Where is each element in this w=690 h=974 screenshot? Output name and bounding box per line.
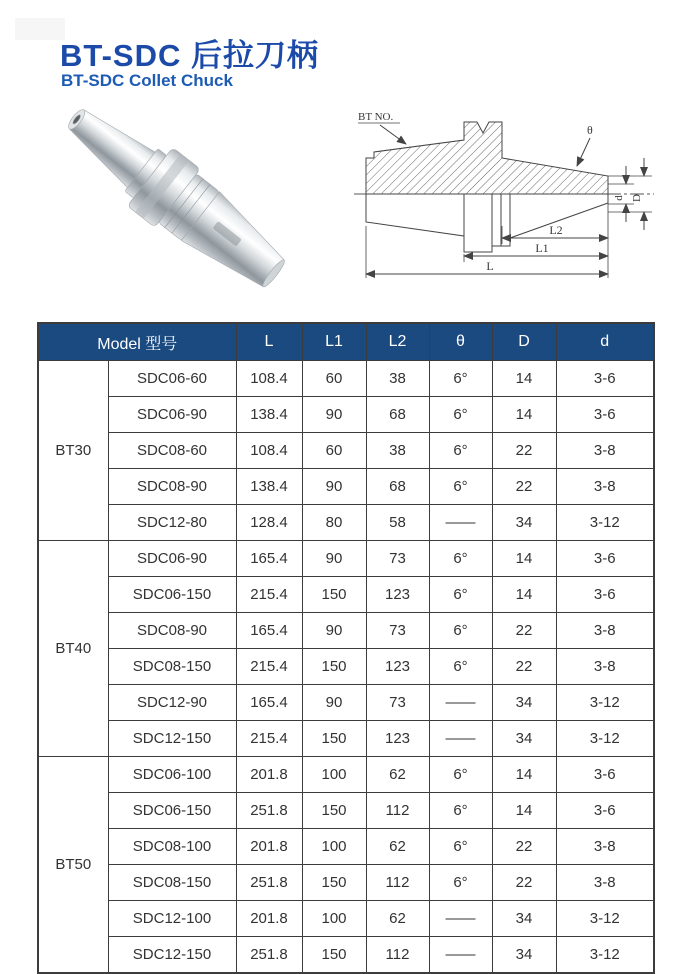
table-row xyxy=(38,577,654,613)
value-cell: 150 xyxy=(302,937,366,974)
value-cell: 165.4 xyxy=(236,541,302,577)
technical-drawing xyxy=(350,106,680,284)
value-cell: 100 xyxy=(302,901,366,937)
drawing-label-l1: L1 xyxy=(535,241,549,255)
value-cell: 58 xyxy=(366,505,429,541)
model-cell: SDC08-90 xyxy=(108,469,236,505)
value-cell: 3-6 xyxy=(556,397,654,433)
model-cell: SDC08-90 xyxy=(108,613,236,649)
value-cell: 90 xyxy=(302,541,366,577)
table-row xyxy=(38,829,654,865)
table-row xyxy=(38,793,654,829)
value-cell: 251.8 xyxy=(236,793,302,829)
value-cell: 6° xyxy=(429,829,492,865)
table-row xyxy=(38,505,654,541)
header-d-small: d xyxy=(556,323,654,361)
value-cell: 22 xyxy=(492,649,556,685)
collet-chuck-photo-art xyxy=(40,103,320,295)
value-cell: 150 xyxy=(302,793,366,829)
dimension-drawing xyxy=(350,106,680,284)
value-cell: 215.4 xyxy=(236,649,302,685)
value-cell: 22 xyxy=(492,829,556,865)
value-cell: 90 xyxy=(302,397,366,433)
value-cell: 3-8 xyxy=(556,865,654,901)
value-cell: 215.4 xyxy=(236,577,302,613)
value-cell: 6° xyxy=(429,361,492,397)
table-row xyxy=(38,937,654,974)
header-d-big: D xyxy=(492,323,556,361)
spec-table-head xyxy=(38,323,654,361)
value-cell: 6° xyxy=(429,865,492,901)
value-cell: 6° xyxy=(429,613,492,649)
value-cell: 60 xyxy=(302,361,366,397)
value-cell: 14 xyxy=(492,397,556,433)
value-cell: 108.4 xyxy=(236,361,302,397)
model-cell: SDC08-150 xyxy=(108,649,236,685)
value-cell: 3-6 xyxy=(556,757,654,793)
model-cell: SDC06-60 xyxy=(108,361,236,397)
drawing-label-d-small: d xyxy=(613,195,625,201)
table-row xyxy=(38,757,654,793)
value-cell: 6° xyxy=(429,757,492,793)
value-cell: 3-6 xyxy=(556,361,654,397)
value-cell: 3-12 xyxy=(556,505,654,541)
value-cell: 6° xyxy=(429,793,492,829)
header-row xyxy=(38,323,654,361)
value-cell: 90 xyxy=(302,469,366,505)
value-cell: 90 xyxy=(302,613,366,649)
value-cell: 123 xyxy=(366,577,429,613)
value-cell: 3-6 xyxy=(556,577,654,613)
value-cell: 215.4 xyxy=(236,721,302,757)
value-cell: 3-12 xyxy=(556,901,654,937)
value-cell: 3-8 xyxy=(556,829,654,865)
value-cell: 34 xyxy=(492,901,556,937)
value-cell: 112 xyxy=(366,865,429,901)
value-cell: —— xyxy=(429,937,492,974)
bt-group-cell: BT50 xyxy=(38,757,108,974)
model-cell: SDC12-150 xyxy=(108,937,236,974)
value-cell: 6° xyxy=(429,649,492,685)
value-cell: 3-8 xyxy=(556,649,654,685)
value-cell: 34 xyxy=(492,685,556,721)
model-cell: SDC06-150 xyxy=(108,577,236,613)
page-title: BT-SDC 后拉刀柄 xyxy=(60,38,319,73)
model-cell: SDC06-90 xyxy=(108,397,236,433)
model-cell: SDC08-150 xyxy=(108,865,236,901)
value-cell: 108.4 xyxy=(236,433,302,469)
value-cell: 62 xyxy=(366,901,429,937)
value-cell: 3-6 xyxy=(556,793,654,829)
value-cell: 80 xyxy=(302,505,366,541)
table-row xyxy=(38,433,654,469)
value-cell: 6° xyxy=(429,541,492,577)
model-cell: SDC06-150 xyxy=(108,793,236,829)
header-theta: θ xyxy=(429,323,492,361)
value-cell: 201.8 xyxy=(236,757,302,793)
header-l2: L2 xyxy=(366,323,429,361)
value-cell: 165.4 xyxy=(236,685,302,721)
value-cell: —— xyxy=(429,505,492,541)
value-cell: 150 xyxy=(302,577,366,613)
value-cell: 38 xyxy=(366,361,429,397)
value-cell: 3-12 xyxy=(556,685,654,721)
value-cell: 14 xyxy=(492,541,556,577)
value-cell: 22 xyxy=(492,469,556,505)
model-cell: SDC08-60 xyxy=(108,433,236,469)
value-cell: 38 xyxy=(366,433,429,469)
value-cell: 201.8 xyxy=(236,901,302,937)
value-cell: 3-12 xyxy=(556,721,654,757)
value-cell: 14 xyxy=(492,793,556,829)
value-cell: 62 xyxy=(366,829,429,865)
header-l: L xyxy=(236,323,302,361)
value-cell: 73 xyxy=(366,613,429,649)
table-row xyxy=(38,685,654,721)
header-model: Model 型号 xyxy=(38,323,236,361)
upper-section-profile xyxy=(366,122,608,194)
value-cell: 3-8 xyxy=(556,613,654,649)
value-cell: 34 xyxy=(492,505,556,541)
drawing-label-bt-no: BT NO. xyxy=(358,111,394,123)
value-cell: 150 xyxy=(302,865,366,901)
table-row xyxy=(38,649,654,685)
header-l1: L1 xyxy=(302,323,366,361)
table-row xyxy=(38,865,654,901)
model-cell: SDC12-150 xyxy=(108,721,236,757)
table-row xyxy=(38,469,654,505)
value-cell: 138.4 xyxy=(236,397,302,433)
value-cell: 112 xyxy=(366,937,429,974)
value-cell: 14 xyxy=(492,361,556,397)
value-cell: 34 xyxy=(492,721,556,757)
value-cell: 62 xyxy=(366,757,429,793)
value-cell: 14 xyxy=(492,577,556,613)
value-cell: 3-6 xyxy=(556,541,654,577)
table-row xyxy=(38,361,654,397)
value-cell: 100 xyxy=(302,829,366,865)
value-cell: 6° xyxy=(429,433,492,469)
table-row xyxy=(38,721,654,757)
value-cell: 68 xyxy=(366,469,429,505)
value-cell: 138.4 xyxy=(236,469,302,505)
drawing-label-d-big: D xyxy=(631,194,643,202)
value-cell: 22 xyxy=(492,865,556,901)
model-cell: SDC12-90 xyxy=(108,685,236,721)
value-cell: 100 xyxy=(302,757,366,793)
model-cell: SDC06-100 xyxy=(108,757,236,793)
value-cell: 150 xyxy=(302,721,366,757)
value-cell: 251.8 xyxy=(236,865,302,901)
model-cell: SDC12-80 xyxy=(108,505,236,541)
model-cell: SDC06-90 xyxy=(108,541,236,577)
value-cell: —— xyxy=(429,721,492,757)
value-cell: 73 xyxy=(366,685,429,721)
bt-group-cell: BT40 xyxy=(38,541,108,757)
table-row xyxy=(38,541,654,577)
value-cell: 6° xyxy=(429,577,492,613)
product-photo xyxy=(40,103,320,295)
value-cell: 90 xyxy=(302,685,366,721)
value-cell: 150 xyxy=(302,649,366,685)
value-cell: 123 xyxy=(366,721,429,757)
value-cell: —— xyxy=(429,901,492,937)
value-cell: 112 xyxy=(366,793,429,829)
value-cell: —— xyxy=(429,685,492,721)
table-row xyxy=(38,901,654,937)
spec-table xyxy=(37,322,655,974)
value-cell: 123 xyxy=(366,649,429,685)
drawing-label-l2: L2 xyxy=(549,223,563,237)
value-cell: 68 xyxy=(366,397,429,433)
value-cell: 14 xyxy=(492,757,556,793)
value-cell: 22 xyxy=(492,433,556,469)
value-cell: 73 xyxy=(366,541,429,577)
value-cell: 165.4 xyxy=(236,613,302,649)
value-cell: 34 xyxy=(492,937,556,974)
page-subtitle: BT-SDC Collet Chuck xyxy=(61,71,233,90)
value-cell: 22 xyxy=(492,613,556,649)
value-cell: 6° xyxy=(429,397,492,433)
value-cell: 128.4 xyxy=(236,505,302,541)
value-cell: 3-8 xyxy=(556,469,654,505)
value-cell: 201.8 xyxy=(236,829,302,865)
model-cell: SDC12-100 xyxy=(108,901,236,937)
bt-group-cell: BT30 xyxy=(38,361,108,541)
spec-table-body xyxy=(38,361,654,974)
table-row xyxy=(38,397,654,433)
value-cell: 3-8 xyxy=(556,433,654,469)
table-row xyxy=(38,613,654,649)
drawing-label-theta: θ xyxy=(587,123,593,137)
value-cell: 3-12 xyxy=(556,937,654,974)
value-cell: 6° xyxy=(429,469,492,505)
corner-watermark xyxy=(15,18,65,40)
lower-outline xyxy=(366,194,608,252)
model-cell: SDC08-100 xyxy=(108,829,236,865)
value-cell: 251.8 xyxy=(236,937,302,974)
value-cell: 60 xyxy=(302,433,366,469)
drawing-label-l: L xyxy=(486,259,494,273)
